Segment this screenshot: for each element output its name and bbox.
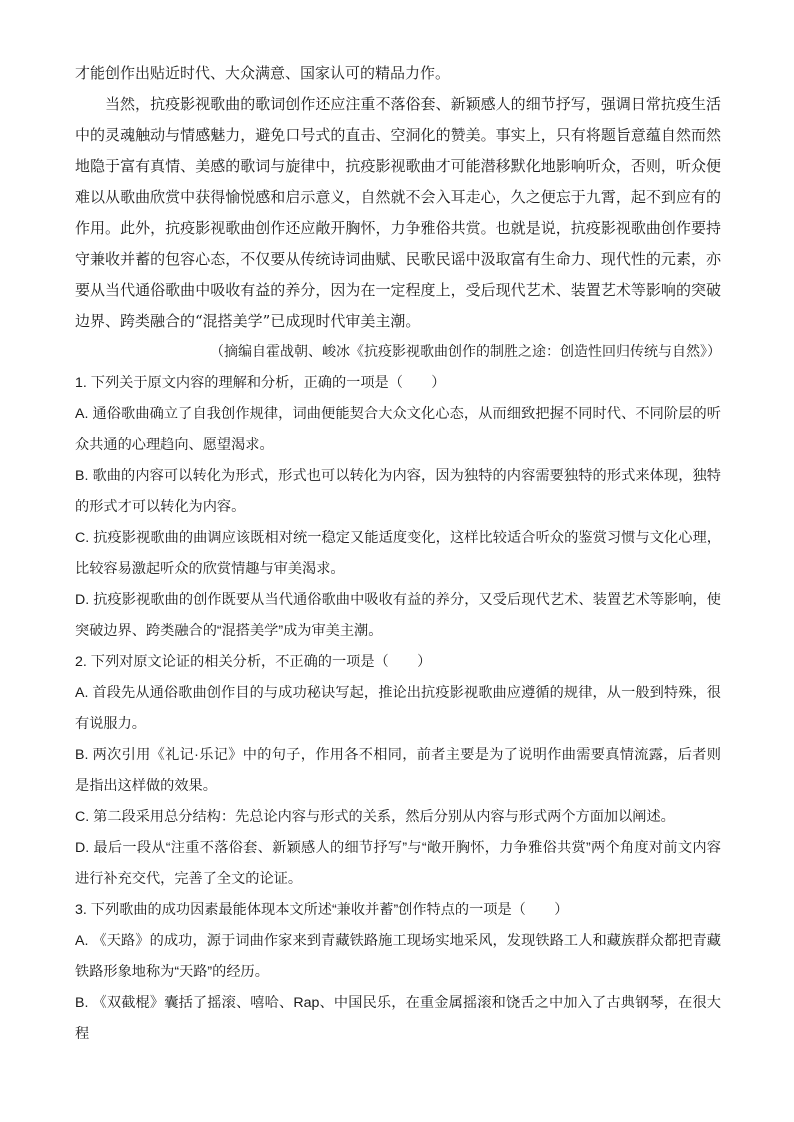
option-b[interactable] (75, 461, 721, 523)
option-a[interactable] (75, 926, 721, 988)
question-stem: 1. 下列关于原文内容的理解和分析，正确的一项是（ ） (75, 375, 446, 391)
option-text: 第二段采用总分结构：先总论内容与形式的关系，然后分别从内容与形式两个方面加以阐述。 (93, 809, 675, 825)
page-content (75, 58, 721, 1050)
passage-source: （摘编自霍战朝、峻冰《抗疫影视歌曲创作的制胜之途：创造性回归传统与自然》） (210, 344, 721, 360)
option-label: A. (75, 685, 89, 701)
option-d[interactable] (75, 833, 721, 895)
option-label: B. (75, 468, 89, 484)
option-label: D. (75, 592, 90, 608)
option-text: 最后一段从“注重不落俗套、新颖感人的细节抒写”与“敞开胸怀，力争雅俗共赏”两个角度对前文内容进行补充交代，完善了全文的论证。 (75, 840, 721, 887)
option-label: A. (75, 933, 89, 949)
option-text: 两次引用《礼记·乐记》中的句子，作用各不相同，前者主要是为了说明作曲需要真情流露，后者则是指出这样做的效果。 (75, 747, 721, 794)
passage-paragraph-tail: 才能创作出贴近时代、大众满意、国家认可的精品力作。 (75, 64, 451, 82)
option-text: 抗疫影视歌曲的创作既要从当代通俗歌曲中吸收有益的养分，又受后现代艺术、装置艺术等影响，使突破边界、跨类融合的“混搭美学”成为审美主潮。 (75, 592, 721, 639)
option-a[interactable] (75, 678, 721, 740)
option-label: B. (75, 747, 89, 763)
option-d[interactable] (75, 585, 721, 647)
option-c[interactable] (75, 802, 721, 833)
question-stem: 3. 下列歌曲的成功因素最能体现本文所述“兼收并蓄”创作特点的一项是（ ） (75, 902, 569, 918)
option-label: A. (75, 406, 89, 422)
option-label: C. (75, 809, 90, 825)
option-text: 歌曲的内容可以转化为形式，形式也可以转化为内容，因为独特的内容需要独特的形式来体现，独特的形式才可以转化为内容。 (75, 468, 721, 515)
option-b[interactable] (75, 988, 721, 1050)
option-b[interactable] (75, 740, 721, 802)
option-text: 通俗歌曲确立了自我创作规律，词曲便能契合大众文化心态，从而细致把握不同时代、不同阶层的听众共通的心理趋向、愿望渴求。 (75, 406, 721, 453)
passage-paragraph: 当然，抗疫影视歌曲的歌词创作还应注重不落俗套、新颖感人的细节抒写，强调日常抗疫生活中的灵魂触动与情感魅力，避免口号式的直击、空洞化的赞美。事实上，只有将题旨意蕴自然而然地隐于富有真情、美感的歌词与旋律中，抗疫影视歌曲才可能潜移默化地影响听众，否则，听众便难以从歌曲欣赏中获得愉悦感和启示意义，自然就不会入耳走心，久之便忘于九霄，起不到应有的作用。此外，抗疫影视歌曲创作还应敞开胸怀，力争雅俗共赏。也就是说，抗疫影视歌曲创作要持守兼收并蓄的包容心态，不仅要从传统诗词曲赋、民歌民谣中汲取富有生命力、现代性的元素，亦要从当代通俗歌曲中吸收有益的养分，因为在一定程度上，受后现代艺术、装置艺术等影响的突破边界、跨类融合的“混搭美学”已成现时代审美主潮。 (75, 95, 721, 330)
option-a[interactable] (75, 399, 721, 461)
option-label: D. (75, 840, 90, 856)
option-c[interactable] (75, 523, 721, 585)
question-stem: 2. 下列对原文论证的相关分析，不正确的一项是（ ） (75, 654, 432, 670)
option-text: 首段先从通俗歌曲创作目的与成功秘诀写起，推论出抗疫影视歌曲应遵循的规律，从一般到特殊，很有说服力。 (75, 685, 721, 732)
option-label: B. (75, 995, 89, 1011)
option-text: 《天路》的成功，源于词曲作家来到青藏铁路施工现场实地采风，发现铁路工人和藏族群众都把青藏铁路形象地称为“天路”的经历。 (75, 933, 721, 980)
option-text: 抗疫影视歌曲的曲调应该既相对统一稳定又能适度变化，这样比较适合听众的鉴赏习惯与文化心理，比较容易激起听众的欣赏情趣与审美渴求。 (75, 530, 721, 577)
question-3 (75, 895, 721, 1050)
option-text: 《双截棍》囊括了摇滚、嘻哈、Rap、中国民乐，在重金属摇滚和饶舌之中加入了古典钢琴，在很大程 (75, 995, 721, 1042)
question-2 (75, 647, 721, 895)
option-label: C. (75, 530, 90, 546)
question-1 (75, 368, 721, 647)
